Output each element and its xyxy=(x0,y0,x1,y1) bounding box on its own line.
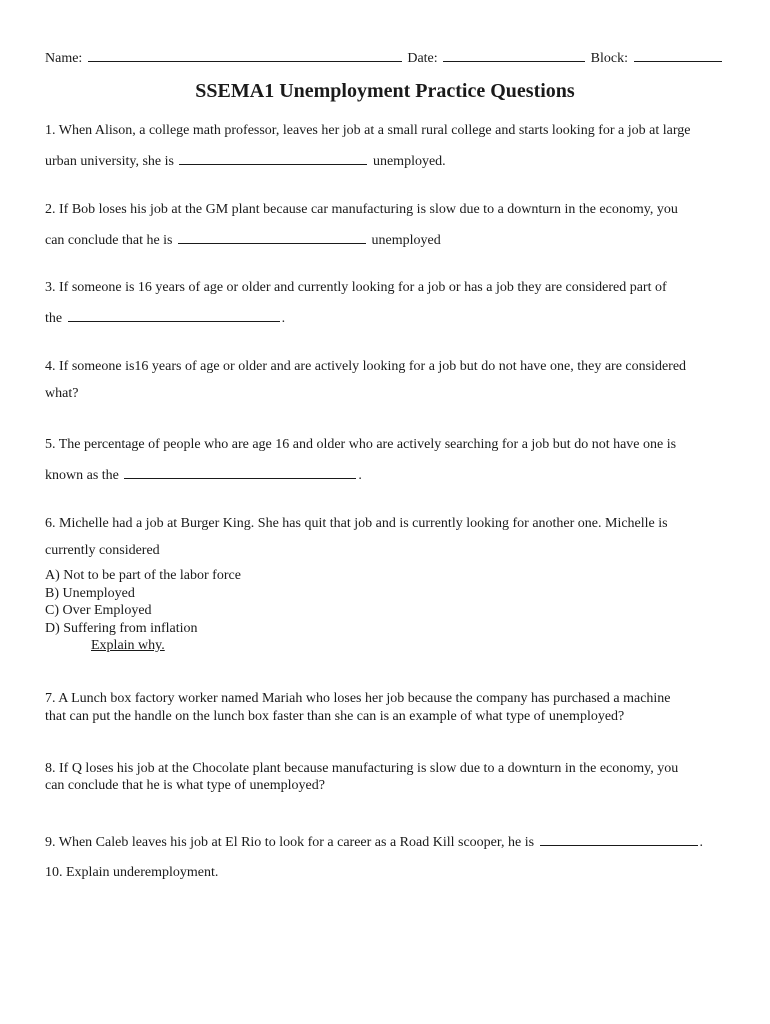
q3-line2 xyxy=(45,307,285,327)
date-blank[interactable] xyxy=(443,47,585,62)
q2-line2-post: unemployed xyxy=(371,233,441,248)
q5-line2-pre: known as the xyxy=(45,468,119,483)
q6-line1: 6. Michelle had a job at Burger King. She has quit that job and is currently looking for another one. Michelle is xyxy=(45,516,668,531)
q2-line2 xyxy=(45,229,441,249)
q5-line2-post: . xyxy=(358,468,362,483)
q4-line2: what? xyxy=(45,386,79,401)
q1-line2 xyxy=(45,150,446,170)
q6-option-b: B) Unemployed xyxy=(45,586,135,601)
q1-line1: 1. When Alison, a college math professor, leaves her job at a small rural college and starts looking for a job at large xyxy=(45,123,691,138)
q8-line2: can conclude that he is what type of unemployed? xyxy=(45,778,325,793)
q1-line2-post: unemployed. xyxy=(372,154,446,169)
q9-pre: 9. When Caleb leaves his job at El Rio to look for a career as a Road Kill scooper, he is xyxy=(45,835,535,850)
q3-line1: 3. If someone is 16 years of age or older and currently looking for a job or has a job they are considered part of xyxy=(45,280,667,295)
q9-answer-blank[interactable] xyxy=(540,831,698,846)
q3-line2-post: . xyxy=(281,311,286,326)
q2-line1: 2. If Bob loses his job at the GM plant because car manufacturing is slow due to a downturn in the economy, you xyxy=(45,202,678,217)
q9-line xyxy=(45,831,703,851)
name-blank[interactable] xyxy=(88,47,402,62)
block-blank[interactable] xyxy=(634,47,722,62)
q5-line2 xyxy=(45,464,362,484)
q5-line1: 5. The percentage of people who are age 16 and older who are actively searching for a job but do not have one is xyxy=(45,437,677,452)
q9-post: . xyxy=(699,835,704,850)
date-label: Date: xyxy=(407,51,438,66)
q7-line2: that can put the handle on the lunch box faster than she can is an example of what type of unemployed? xyxy=(45,709,625,724)
header-line xyxy=(45,47,724,67)
q2-line2-pre: can conclude that he is xyxy=(45,233,173,248)
q6-explain: Explain why. xyxy=(91,638,165,653)
q1-line2-pre: urban university, she is xyxy=(45,154,174,169)
page-title: SSEMA1 Unemployment Practice Questions xyxy=(195,80,575,102)
q1-answer-blank[interactable] xyxy=(179,150,367,165)
q2-answer-blank[interactable] xyxy=(178,229,366,244)
block-label: Block: xyxy=(590,51,628,66)
q4-line1: 4. If someone is16 years of age or older and are actively looking for a job but do not have one, they are considered xyxy=(45,359,687,374)
q8-line1: 8. If Q loses his job at the Chocolate plant because manufacturing is slow due to a downturn in the economy, you xyxy=(45,761,679,776)
q3-line2-pre: the xyxy=(45,311,63,326)
q5-answer-blank[interactable] xyxy=(124,464,356,479)
q6-option-d: D) Suffering from inflation xyxy=(45,621,198,636)
q6-line2: currently considered xyxy=(45,543,160,558)
q6-option-c: C) Over Employed xyxy=(45,603,152,618)
q10-line: 10. Explain underemployment. xyxy=(45,865,219,880)
name-label: Name: xyxy=(45,51,83,66)
q3-answer-blank[interactable] xyxy=(68,307,280,322)
q7-line1: 7. A Lunch box factory worker named Mariah who loses her job because the company has purchased a machine xyxy=(45,691,671,706)
q6-option-a: A) Not to be part of the labor force xyxy=(45,568,241,583)
